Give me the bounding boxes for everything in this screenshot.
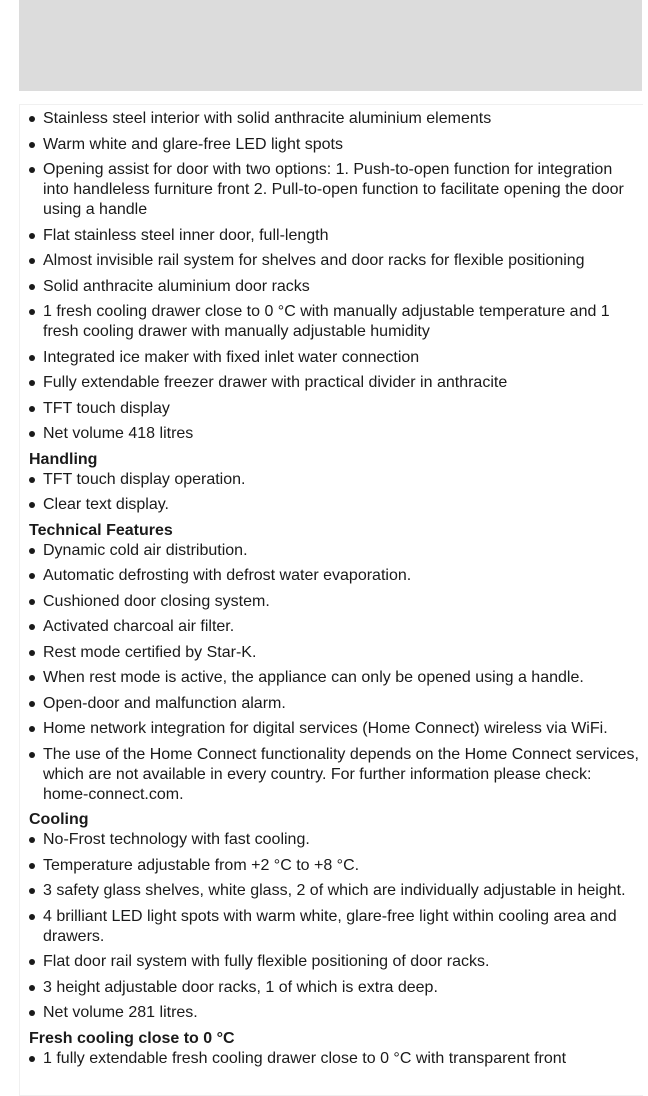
list-item-text: Dynamic cold air distribution.: [43, 541, 248, 559]
list-item-text: 1 fresh cooling drawer close to 0 °C with manually adjustable temperature and 1 fresh cooling drawer with manually adjustable humidity: [43, 303, 610, 340]
list-item-text: 1 fully extendable fresh cooling drawer close to 0 °C with transparent front: [43, 1050, 567, 1067]
bullet-icon: [29, 548, 35, 554]
list-item: [29, 160, 641, 220]
bullet-icon: [29, 675, 35, 681]
bullet-icon: [29, 233, 35, 239]
list-item: [29, 277, 641, 297]
list-item: [29, 694, 641, 714]
list-item: [29, 566, 641, 586]
bullet-icon: [29, 959, 35, 965]
list-item-text: TFT touch display: [43, 399, 170, 417]
technical-list: [29, 541, 641, 805]
list-item-text: When rest mode is active, the appliance can only be opened using a handle.: [43, 669, 584, 686]
bullet-icon: [29, 477, 35, 483]
list-item-text: Temperature adjustable from +2 °C to +8 °C.: [43, 856, 360, 874]
bullet-icon: [29, 1010, 35, 1016]
bullet-icon: [29, 624, 35, 630]
bullet-icon: [29, 116, 35, 122]
bullet-icon: [29, 599, 35, 605]
list-item: [29, 135, 641, 155]
list-item: [29, 1003, 641, 1023]
bullet-icon: [29, 380, 35, 386]
list-item-text: Automatic defrosting with defrost water evaporation.: [43, 567, 412, 584]
list-item-text: Activated charcoal air filter.: [43, 618, 235, 635]
bullet-icon: [29, 355, 35, 361]
bullet-icon: [29, 1056, 35, 1062]
handling-list: [29, 470, 641, 516]
list-item: [29, 668, 641, 688]
list-item: [29, 830, 641, 850]
bullet-icon: [29, 406, 35, 412]
list-item: [29, 856, 641, 876]
list-item-text: 3 safety glass shelves, white glass, 2 of which are individually adjustable in height.: [43, 882, 626, 899]
list-item-text: Net volume 418 litres: [43, 425, 194, 442]
bullet-icon: [29, 888, 35, 894]
list-item-text: Clear text display.: [43, 496, 169, 513]
list-item-text: Flat door rail system with fully flexible positioning of door racks.: [43, 953, 490, 970]
bullet-icon: [29, 167, 35, 173]
list-item: [29, 1049, 641, 1069]
list-item: [29, 881, 641, 901]
fresh-cooling-list: [29, 1049, 641, 1069]
list-item-text: Rest mode certified by Star-K.: [43, 643, 257, 661]
list-item-text: Warm white and glare-free LED light spots: [43, 135, 343, 153]
list-item-text: Cushioned door closing system.: [43, 592, 270, 610]
list-item: [29, 348, 641, 368]
features-list: [29, 109, 641, 444]
list-item: [29, 745, 641, 805]
bullet-icon: [29, 837, 35, 843]
bullet-icon: [29, 650, 35, 656]
list-item-text: 4 brilliant LED light spots with warm white, glare-free light within cooling area and drawers.: [43, 907, 617, 945]
list-item-text: Solid anthracite aluminium door racks: [43, 277, 310, 295]
cooling-heading: Cooling: [29, 811, 89, 828]
list-item-text: Flat stainless steel inner door, full-length: [43, 226, 329, 244]
handling-heading: Handling: [29, 450, 98, 468]
list-item: [29, 424, 641, 444]
list-item-text: Integrated ice maker with fixed inlet water connection: [43, 348, 420, 366]
bullet-icon: [29, 701, 35, 707]
list-item: [29, 251, 641, 271]
image-placeholder: [19, 0, 642, 91]
list-item: [29, 952, 641, 972]
bullet-icon: [29, 863, 35, 869]
list-item: [29, 719, 641, 739]
bullet-icon: [29, 985, 35, 991]
bullet-icon: [29, 431, 35, 437]
list-item: [29, 495, 641, 515]
list-item-text: Open-door and malfunction alarm.: [43, 694, 286, 712]
bullet-icon: [29, 502, 35, 508]
list-item: [29, 643, 641, 663]
list-item-text: 3 height adjustable door racks, 1 of which is extra deep.: [43, 978, 438, 996]
bullet-icon: [29, 726, 35, 732]
list-item: [29, 373, 641, 393]
list-item: [29, 399, 641, 419]
list-item: [29, 978, 641, 998]
list-item-text: Opening assist for door with two options: 1. Push-to-open function for integration into handleless furniture front 2. Pull-to-open function to facilitate opening the door using a handle: [43, 161, 624, 218]
list-item: [29, 109, 641, 129]
fresh-cooling-heading: Fresh cooling close to 0 °C: [29, 1030, 235, 1047]
list-item: [29, 592, 641, 612]
technical-heading: Technical Features: [29, 521, 173, 539]
bullet-icon: [29, 142, 35, 148]
bullet-icon: [29, 573, 35, 579]
list-item-text: Net volume 281 litres.: [43, 1004, 198, 1021]
list-item-text: Stainless steel interior with solid anthracite aluminium elements: [43, 110, 492, 127]
list-item: [29, 617, 641, 637]
list-item: [29, 226, 641, 246]
spec-content: [29, 109, 641, 1075]
list-item: [29, 302, 641, 342]
bullet-icon: [29, 309, 35, 315]
list-item-text: Home network integration for digital services (Home Connect) wireless via WiFi.: [43, 720, 608, 737]
bullet-icon: [29, 752, 35, 758]
bullet-icon: [29, 258, 35, 264]
list-item-text: TFT touch display operation.: [43, 470, 246, 488]
list-item: [29, 907, 641, 947]
list-item: [29, 541, 641, 561]
list-item-text: The use of the Home Connect functionality depends on the Home Connect services, which are not available in every country. For further information please check: home-connect.com.: [43, 745, 639, 803]
bullet-icon: [29, 914, 35, 920]
list-item-text: No-Frost technology with fast cooling.: [43, 831, 310, 848]
bullet-icon: [29, 284, 35, 290]
cooling-list: [29, 830, 641, 1023]
list-item: [29, 470, 641, 490]
list-item-text: Fully extendable freezer drawer with practical divider in anthracite: [43, 374, 508, 391]
list-item-text: Almost invisible rail system for shelves and door racks for flexible positioning: [43, 252, 585, 269]
